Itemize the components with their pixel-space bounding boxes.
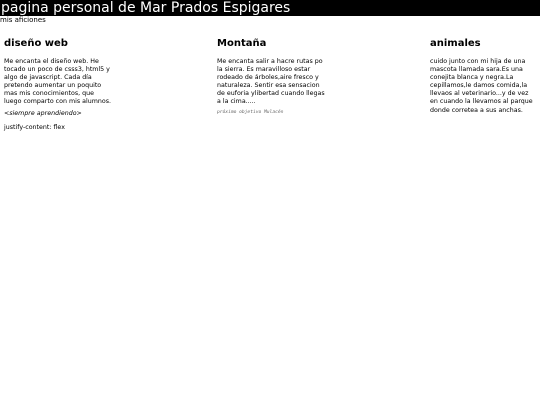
column-heading: diseño web <box>4 38 68 49</box>
page-subtitle: mis aficiones <box>0 16 46 24</box>
column-montana <box>217 38 325 116</box>
column-plain-note: justify-content: flex <box>4 123 65 131</box>
column-italic-note: <siempre aprendiendo> <box>4 109 82 117</box>
column-diseno-web <box>4 38 112 132</box>
column-text: Me encanta salir a hacre rutas po la sierra. Es maravilloso estar rodeado de árboles,aire fresco y naturaleza. Sentir esa sensacion de euforia ylibertad cuando llegas a la cima..... <box>217 58 325 106</box>
column-heading: animales <box>430 38 481 49</box>
column-animales <box>430 38 538 115</box>
column-heading: Montaña <box>217 38 267 49</box>
column-text: cuido junto con mi hija de una mascota llamada sara.Es una conejita blanca y negra.La cepillamos,le damos comida,la llevaos al veterinario...y de vez en cuando la llevamos al parque donde corretea a sus anchas. <box>430 58 533 114</box>
column-small-note: próximo objetivo Mulacén <box>217 109 284 115</box>
page-title: pagina personal de Mar Prados Espigares <box>1 0 291 16</box>
page-title-banner <box>0 0 540 16</box>
column-text: Me encanta el diseño web. He tocado un poco de csss3, html5 y algo de javascript. Cada día pretendo aumentar un poquito mas mis conocimientos, que luego comparto con mis alumnos. <box>4 58 112 106</box>
